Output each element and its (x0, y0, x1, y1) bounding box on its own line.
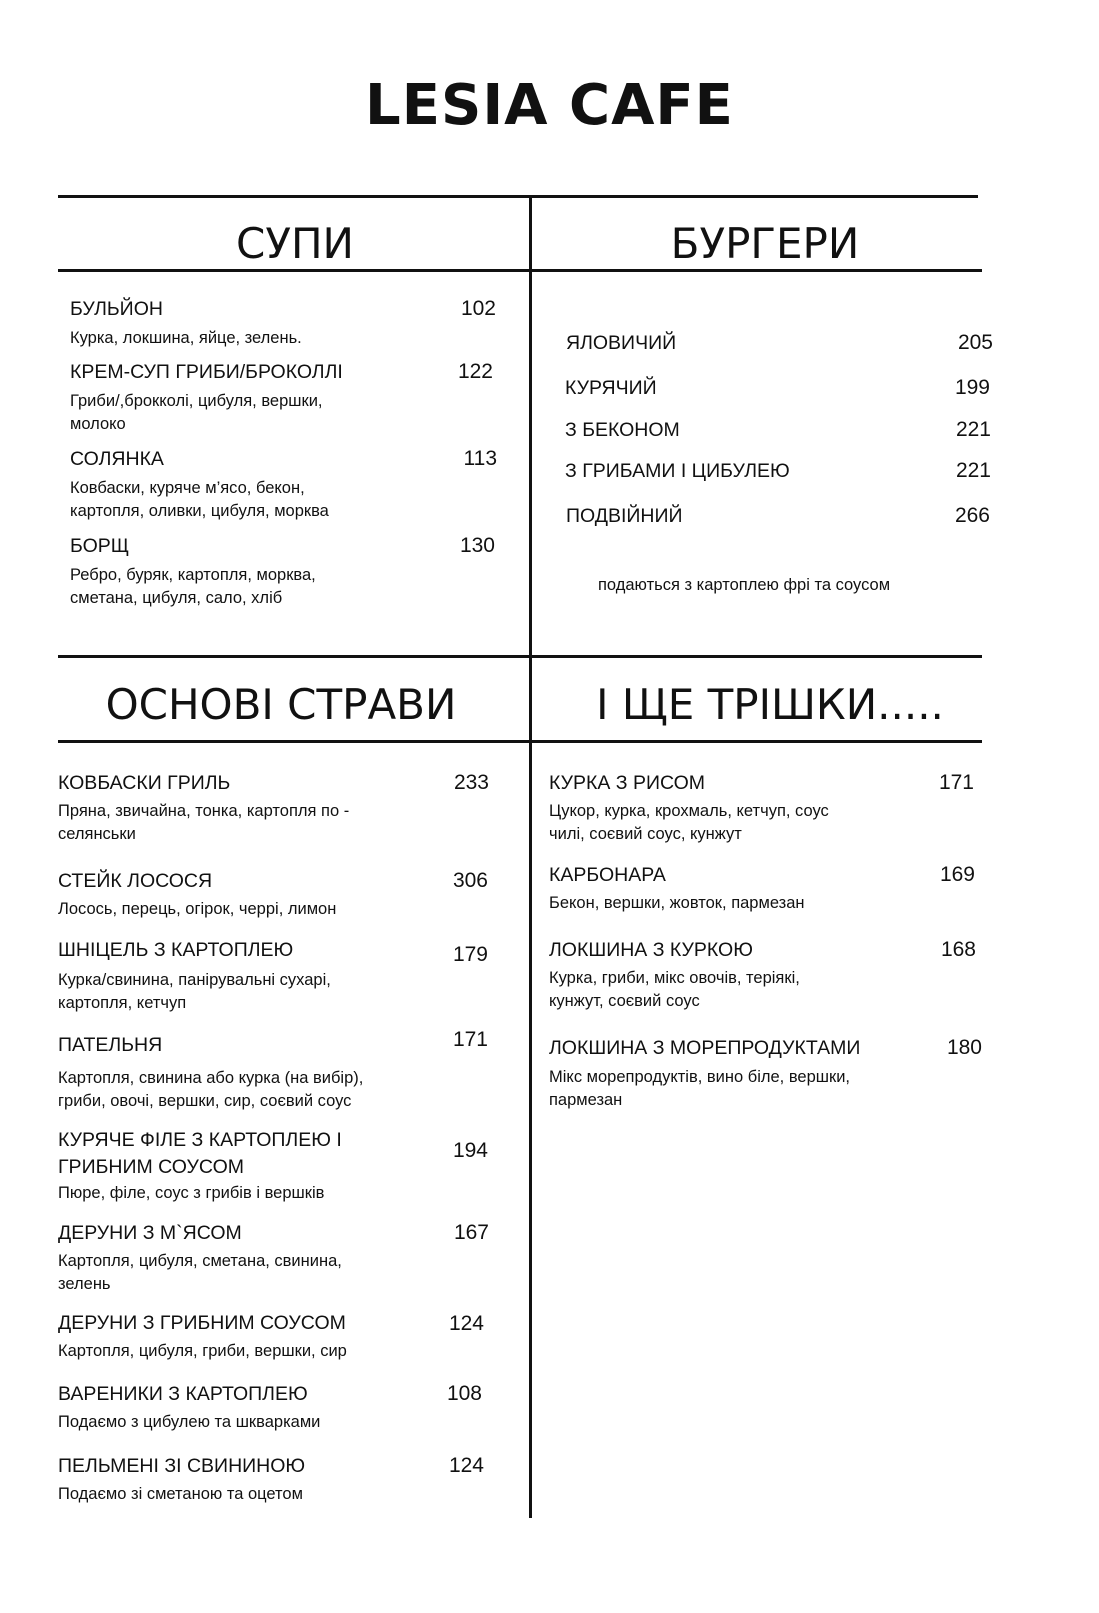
divider-header-lower (58, 740, 982, 743)
item-name: БУЛЬЙОН (70, 298, 163, 320)
section-title-mains: ОСНОВІ СТРАВИ (105, 680, 457, 729)
item-description: Гриби/,брокколі, цибуля, вершки, (70, 392, 323, 410)
item-price: 113 (463, 447, 497, 470)
divider-header-upper (58, 269, 982, 272)
item-price: 180 (946, 1036, 982, 1059)
item-price: 171 (452, 1028, 488, 1051)
menu-item-extra (549, 1035, 989, 1115)
item-description: Картопля, свинина або курка (на вибір), (58, 1069, 364, 1087)
menu-item-soup (70, 359, 500, 439)
item-name: ПОДВІЙНИЙ (566, 505, 683, 527)
item-name: ГРИБНИМ СОУСОМ (58, 1156, 244, 1178)
menu-item-main (58, 1381, 498, 1437)
item-name: ЯЛОВИЧИЙ (566, 332, 677, 354)
menu-item-soup (70, 533, 500, 613)
menu-item-extra (549, 770, 989, 850)
item-name: КОВБАСКИ ГРИЛЬ (58, 772, 231, 794)
item-price: 167 (453, 1221, 489, 1244)
item-price: 130 (459, 534, 495, 557)
menu-item-main (58, 1028, 498, 1118)
menu-title: LESIA CAFE (365, 73, 734, 138)
item-description: Подаємо зі сметаною та оцетом (58, 1485, 303, 1503)
menu-item-burger (566, 503, 996, 531)
menu-item-main (58, 937, 498, 1017)
item-price: 169 (939, 863, 975, 886)
item-description: пармезан (549, 1091, 623, 1109)
item-price: 221 (955, 418, 991, 441)
item-description: Ребро, буряк, картопля, морква, (70, 566, 316, 584)
item-name: КУРЯЧИЙ (565, 377, 657, 399)
menu-item-main (58, 1310, 498, 1366)
item-description: чилі, соєвий соус, кунжут (549, 825, 742, 843)
item-name: СОЛЯНКА (70, 448, 164, 470)
item-description: селянськи (58, 825, 136, 843)
item-price: 108 (446, 1382, 482, 1405)
menu-item-main (58, 1220, 498, 1300)
menu-item-soup (70, 296, 500, 347)
item-name: ПАТЕЛЬНЯ (58, 1034, 163, 1056)
menu-item-extra (549, 937, 989, 1017)
item-name: КУРЯЧЕ ФІЛЕ З КАРТОПЛЕЮ І (58, 1129, 342, 1151)
section-title-burgers: БУРГЕРИ (670, 219, 860, 268)
item-price: 179 (452, 943, 488, 966)
item-price: 194 (452, 1139, 488, 1162)
section-title-extra: І ЩЕ ТРІШКИ..... (596, 680, 944, 729)
item-description: Бекон, вершки, жовток, пармезан (549, 894, 805, 912)
item-name: КУРКА З РИСОМ (549, 772, 706, 794)
divider-vertical (529, 195, 532, 1518)
item-name: ДЕРУНИ З М`ЯСОМ (58, 1222, 242, 1244)
item-price: 306 (452, 869, 488, 892)
item-name: З БЕКОНОМ (565, 419, 680, 441)
menu-item-soup (70, 446, 500, 526)
item-name: ЛОКШИНА З КУРКОЮ (549, 939, 753, 961)
item-price: 102 (460, 297, 496, 320)
item-description: Цукор, курка, крохмаль, кетчуп, соус (549, 802, 829, 820)
item-description: зелень (58, 1275, 111, 1293)
menu-item-burger (565, 417, 995, 445)
item-price: 266 (954, 504, 990, 527)
item-description: картопля, кетчуп (58, 994, 187, 1012)
item-description: Пряна, звичайна, тонка, картопля по - (58, 802, 350, 820)
item-name: ВАРЕНИКИ З КАРТОПЛЕЮ (58, 1383, 308, 1405)
item-description: молоко (70, 415, 126, 433)
item-name: ШНІЦЕЛЬ З КАРТОПЛЕЮ (58, 939, 294, 961)
item-price: 233 (453, 771, 489, 794)
section-title-soups: СУПИ (236, 219, 354, 268)
menu-item-main (58, 868, 498, 924)
menu-item-burger (566, 330, 996, 358)
item-description: Лосось, перець, огірок, черрі, лимон (58, 900, 337, 918)
item-price: 171 (938, 771, 974, 794)
burgers-note: подаються з картоплею фрі та соусом (598, 576, 891, 594)
item-name: СТЕЙК ЛОСОСЯ (58, 870, 213, 892)
item-name: КАРБОНАРА (549, 864, 666, 886)
item-name: ДЕРУНИ З ГРИБНИМ СОУСОМ (58, 1312, 346, 1334)
menu-item-main (58, 770, 498, 850)
item-description: Курка, локшина, яйце, зелень. (70, 329, 302, 347)
item-description: Ковбаски, куряче м’ясо, бекон, (70, 479, 305, 497)
item-name: КРЕМ-СУП ГРИБИ/БРОКОЛЛІ (70, 361, 343, 383)
item-name: БОРЩ (70, 535, 130, 557)
item-description: кунжут, соєвий соус (549, 992, 700, 1010)
item-name: ПЕЛЬМЕНІ ЗІ СВИНИНОЮ (58, 1455, 306, 1477)
menu-item-main (58, 1127, 498, 1211)
item-description: гриби, овочі, вершки, сир, соєвий соус (58, 1092, 352, 1110)
item-name: ЛОКШИНА З МОРЕПРОДУКТАМИ (549, 1037, 861, 1059)
item-description: Пюре, філе, соус з грибів і вершків (58, 1184, 325, 1202)
item-price: 124 (448, 1312, 484, 1335)
menu-item-main (58, 1453, 498, 1509)
menu-item-burger (565, 458, 995, 486)
item-description: Картопля, цибуля, гриби, вершки, сир (58, 1342, 347, 1360)
item-description: картопля, оливки, цибуля, морква (70, 502, 329, 520)
item-description: Мікс морепродуктів, вино біле, вершки, (549, 1068, 851, 1086)
item-description: Курка, гриби, мікс овочів, теріякі, (549, 969, 800, 987)
item-price: 122 (457, 360, 493, 383)
item-description: сметана, цибуля, сало, хліб (70, 589, 283, 607)
item-price: 124 (448, 1454, 484, 1477)
divider-top (58, 195, 978, 198)
item-description: Подаємо з цибулею та шкварками (58, 1413, 321, 1431)
item-description: Курка/свинина, панірувальні сухарі, (58, 971, 331, 989)
item-price: 221 (955, 459, 991, 482)
item-name: З ГРИБАМИ І ЦИБУЛЕЮ (565, 460, 790, 482)
item-price: 199 (954, 376, 990, 399)
item-price: 168 (940, 938, 976, 961)
menu-item-burger (565, 375, 995, 403)
divider-middle (58, 655, 982, 658)
item-price: 205 (957, 331, 993, 354)
item-description: Картопля, цибуля, сметана, свинина, (58, 1252, 342, 1270)
menu-item-extra (549, 862, 989, 918)
